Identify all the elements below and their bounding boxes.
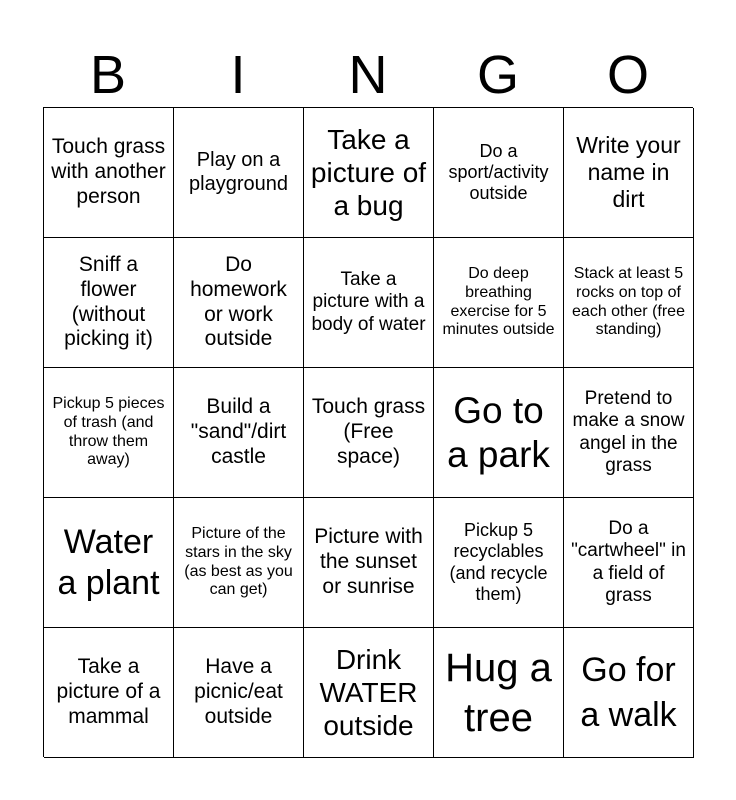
header-letter-g: G: [476, 45, 519, 105]
header-letter-o: O: [606, 45, 649, 105]
bingo-cell[interactable]: [174, 238, 304, 368]
cell-text: Touch grass (Free space): [311, 395, 426, 468]
bingo-cell[interactable]: [564, 498, 694, 628]
cell-text: Do a sport/activity outside: [448, 140, 549, 204]
bingo-cell[interactable]: [174, 108, 304, 238]
cell-text: Do homework or work outside: [190, 252, 287, 351]
cell-text: Take a picture with a body of water: [311, 268, 426, 335]
bingo-board: [43, 107, 693, 757]
cell-text: Do deep breathing exercise for 5 minutes outside: [442, 264, 555, 339]
cell-text: Have a picnic/eat outside: [194, 655, 283, 728]
cell-text: Do a "cartwheel" in a field of grass: [571, 517, 686, 606]
bingo-cell[interactable]: [434, 238, 564, 368]
header-letter-n: N: [348, 45, 388, 105]
header-letter-b: B: [89, 45, 127, 105]
bingo-cell[interactable]: [44, 238, 174, 368]
bingo-cell[interactable]: [564, 628, 694, 758]
bingo-cell[interactable]: [434, 368, 564, 498]
cell-text: Water a plant: [57, 523, 160, 602]
cell-text: Pickup 5 pieces of trash (and throw them away): [52, 394, 165, 469]
bingo-cell[interactable]: [44, 628, 174, 758]
bingo-cell[interactable]: [174, 628, 304, 758]
header-letter-i: I: [230, 45, 246, 105]
cell-text: Picture with the sunset or sunrise: [314, 525, 423, 598]
cell-text: Write your name in dirt: [576, 131, 681, 213]
bingo-cell[interactable]: [434, 498, 564, 628]
bingo-cell[interactable]: [564, 368, 694, 498]
cell-text: Touch grass with another person: [51, 135, 166, 208]
bingo-cell[interactable]: [44, 108, 174, 238]
bingo-cell[interactable]: [44, 368, 174, 498]
bingo-cell[interactable]: [434, 628, 564, 758]
bingo-cell[interactable]: [174, 368, 304, 498]
bingo-cell[interactable]: [174, 498, 304, 628]
cell-text: Go for a walk: [580, 651, 677, 734]
cell-text: Picture of the stars in the sky (as best as you can get): [184, 524, 293, 599]
cell-text: Play on a playground: [189, 148, 288, 195]
cell-text: Take a picture of a mammal: [56, 655, 161, 728]
cell-text: Pickup 5 recyclables (and recycle them): [449, 520, 548, 604]
cell-text: Take a picture of a bug: [310, 123, 427, 222]
cell-text: Build a "sand"/dirt castle: [190, 395, 287, 468]
bingo-cell[interactable]: [564, 238, 694, 368]
bingo-cell[interactable]: [304, 628, 434, 758]
bingo-cell[interactable]: [304, 368, 434, 498]
cell-text: Go to a park: [447, 389, 550, 475]
bingo-cell[interactable]: [304, 238, 434, 368]
bingo-cell[interactable]: [44, 498, 174, 628]
cell-text: Sniff a flower (without picking it): [64, 252, 153, 351]
bingo-header: [43, 44, 693, 106]
cell-text: Drink WATER outside: [319, 643, 418, 742]
bingo-cell[interactable]: [304, 498, 434, 628]
cell-text: Pretend to make a snow angel in the grass: [572, 387, 685, 476]
bingo-cell[interactable]: [434, 108, 564, 238]
bingo-cell[interactable]: [304, 108, 434, 238]
cell-text: Hug a tree: [445, 645, 552, 740]
cell-text: Stack at least 5 rocks on top of each other (free standing): [572, 264, 685, 339]
bingo-cell[interactable]: [564, 108, 694, 238]
